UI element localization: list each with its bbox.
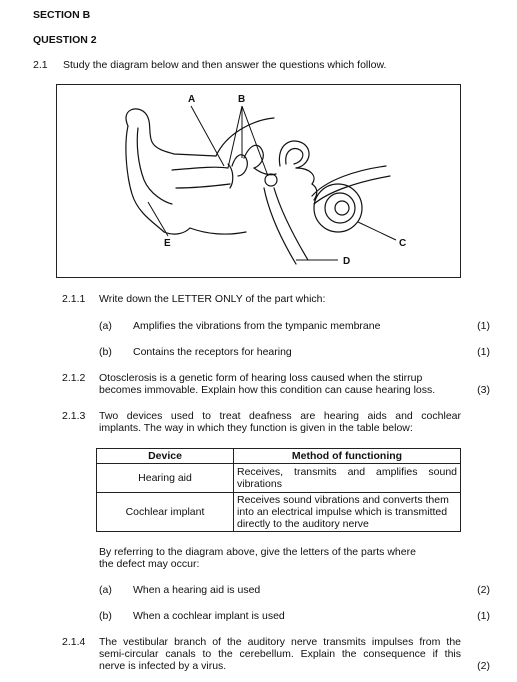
q2-1-2-line2: becomes immovable. Explain how this condition can cause hearing loss. bbox=[99, 384, 436, 396]
table-row bbox=[97, 464, 461, 493]
section-heading: SECTION B bbox=[33, 9, 91, 21]
q2-1-3-line1: Two devices used to treat deafness are hearing aids and cochlear bbox=[99, 410, 461, 422]
label-d: D bbox=[343, 256, 351, 267]
table-cell-device: Cochlear implant bbox=[97, 493, 234, 532]
ear-diagram-svg bbox=[56, 84, 461, 278]
q2-1-2-mark: (3) bbox=[477, 384, 490, 396]
ear-diagram bbox=[56, 84, 461, 278]
table-cell-method bbox=[234, 464, 461, 493]
q2-1-instruction: Study the diagram below and then answer the questions which follow. bbox=[63, 59, 387, 71]
q2-1-1-a-mark: (1) bbox=[477, 320, 490, 332]
method-line: Receives, transmits and amplifies sound bbox=[237, 466, 457, 478]
table-header-row bbox=[97, 449, 461, 464]
method-line: directly to the auditory nerve bbox=[237, 518, 369, 530]
q2-1-4-line3: nerve is infected by a virus. bbox=[99, 660, 227, 672]
q2-1-1-b-text: Contains the receptors for hearing bbox=[133, 346, 292, 358]
table-cell-device: Hearing aid bbox=[97, 464, 234, 493]
q2-1-1-text: Write down the LETTER ONLY of the part which: bbox=[99, 293, 326, 305]
q2-1-1-b-letter: (b) bbox=[99, 346, 112, 358]
table-header-device: Device bbox=[97, 449, 234, 464]
q2-1-4-line2: semi-circular canals to the cerebellum. Explain the consequence if this bbox=[99, 648, 461, 660]
q2-1-2-line1: Otosclerosis is a genetic form of hearing loss caused when the stirrup bbox=[99, 372, 423, 384]
devices-table bbox=[96, 448, 461, 532]
q2-1-4-mark: (2) bbox=[477, 660, 490, 672]
q2-1-3-a-letter: (a) bbox=[99, 584, 112, 596]
method-line: Receives sound vibrations and converts them bbox=[237, 494, 449, 506]
q2-1-3-number: 2.1.3 bbox=[62, 410, 86, 422]
label-c: C bbox=[399, 238, 407, 249]
q2-1-3-a-text: When a hearing aid is used bbox=[133, 584, 261, 596]
q2-1-3-followup-line2: the defect may occur: bbox=[99, 558, 200, 570]
q2-1-3-a-mark: (2) bbox=[477, 584, 490, 596]
method-line: vibrations bbox=[237, 478, 282, 490]
q2-1-2-number: 2.1.2 bbox=[62, 372, 86, 384]
q2-1-4-number: 2.1.4 bbox=[62, 636, 86, 648]
q2-1-3-b-letter: (b) bbox=[99, 610, 112, 622]
q2-1-1-a-letter: (a) bbox=[99, 320, 112, 332]
method-line: into an electrical impulse which is transmitted bbox=[237, 506, 448, 518]
q2-1-4-line1: The vestibular branch of the auditory nerve transmits impulses from the bbox=[99, 636, 461, 648]
q2-1-3-b-mark: (1) bbox=[477, 610, 490, 622]
q2-1-1-number: 2.1.1 bbox=[62, 293, 86, 305]
label-a: A bbox=[188, 94, 196, 105]
q2-1-3-followup-line1: By referring to the diagram above, give the letters of the parts where bbox=[99, 546, 416, 558]
label-b: B bbox=[238, 94, 246, 105]
table-cell-method bbox=[234, 493, 461, 532]
q2-1-number: 2.1 bbox=[33, 59, 48, 71]
table-row bbox=[97, 493, 461, 532]
q2-1-1-b-mark: (1) bbox=[477, 346, 490, 358]
label-e: E bbox=[164, 238, 171, 249]
q2-1-3-line2: implants. The way in which they function is given in the table below: bbox=[99, 422, 413, 434]
question-heading: QUESTION 2 bbox=[33, 34, 97, 46]
table-header-method: Method of functioning bbox=[234, 449, 461, 464]
q2-1-1-a-text: Amplifies the vibrations from the tympanic membrane bbox=[133, 320, 381, 332]
q2-1-3-b-text: When a cochlear implant is used bbox=[133, 610, 285, 622]
